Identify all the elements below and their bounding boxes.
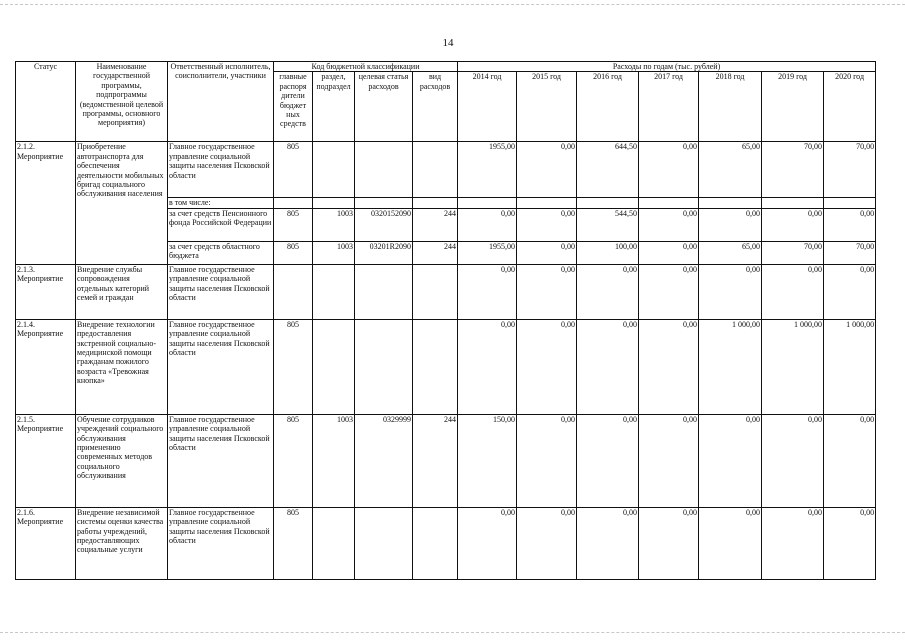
value-2015: 0,00 — [517, 264, 577, 319]
row-kind: Мероприятие — [17, 274, 64, 284]
header-expense-type: вид расходов — [413, 72, 458, 142]
table-row — [16, 319, 876, 414]
row-code: 2.1.6. — [17, 507, 35, 517]
value-2018: 65,00 — [699, 142, 762, 198]
grbs-cell: 805 — [274, 507, 313, 579]
header-status: Статус — [16, 62, 76, 142]
grbs-cell: 805 — [274, 208, 313, 241]
section-cell — [313, 319, 355, 414]
expense-type-cell — [413, 319, 458, 414]
value-2014: 1955,00 — [458, 241, 517, 264]
status-cell — [16, 507, 76, 579]
value-2017: 0,00 — [639, 142, 699, 198]
expense-type-cell — [413, 264, 458, 319]
target-item-cell — [355, 142, 413, 198]
header-year-2016: 2016 год — [577, 72, 639, 142]
table-row — [16, 142, 876, 198]
value-2016: 0,00 — [577, 414, 639, 507]
value-2017: 0,00 — [639, 414, 699, 507]
value-2017: 0,00 — [639, 208, 699, 241]
responsible-cell: Главное государственное управление социальной защиты населения Псковской области — [168, 319, 274, 414]
section-cell — [313, 264, 355, 319]
value-2017: 0,00 — [639, 507, 699, 579]
value-2014: 150,00 — [458, 414, 517, 507]
value-2019: 70,00 — [762, 241, 824, 264]
responsible-cell: за счет средств областного бюджета — [168, 241, 274, 264]
status-cell — [16, 414, 76, 507]
value-2018: 0,00 — [699, 414, 762, 507]
grbs-cell: 805 — [274, 142, 313, 198]
header-year-2014: 2014 год — [458, 72, 517, 142]
value-2015: 0,00 — [517, 319, 577, 414]
value-2018: 0,00 — [699, 264, 762, 319]
grbs-cell — [274, 264, 313, 319]
header-year-2018: 2018 год — [699, 72, 762, 142]
header-name: Наименование государственной программы, подпрограммы (ведомственной целевой программы, основного мероприятия) — [76, 62, 168, 142]
value-2016: 644,50 — [577, 142, 639, 198]
value-2014: 0,00 — [458, 507, 517, 579]
row-code: 2.1.3. — [17, 264, 35, 274]
value-2018: 65,00 — [699, 241, 762, 264]
row-code: 2.1.2. — [17, 142, 35, 152]
value-2019: 0,00 — [762, 264, 824, 319]
budget-table — [15, 61, 876, 580]
expense-type-cell — [413, 142, 458, 198]
grbs-cell: 805 — [274, 241, 313, 264]
value-2020: 0,00 — [824, 208, 876, 241]
expense-type-cell: 244 — [413, 241, 458, 264]
grbs-cell: 805 — [274, 319, 313, 414]
header-year-2020: 2020 год — [824, 72, 876, 142]
row-kind: Мероприятие — [17, 329, 64, 339]
value-2020: 0,00 — [824, 264, 876, 319]
value-2017: 0,00 — [639, 319, 699, 414]
measure-name: Обучение сотрудников учреждений социального обслуживания применению современных методов социального обслуживания — [76, 414, 168, 507]
expense-type-cell — [413, 507, 458, 579]
responsible-cell: Главное государственное управление социальной защиты населения Псковской области — [168, 142, 274, 198]
responsible-cell: Главное государственное управление социальной защиты населения Псковской области — [168, 507, 274, 579]
section-cell: 1003 — [313, 241, 355, 264]
value-2015: 0,00 — [517, 507, 577, 579]
target-item-cell — [355, 319, 413, 414]
header-year-2017: 2017 год — [639, 72, 699, 142]
section-cell: 1003 — [313, 208, 355, 241]
value-2017: 0,00 — [639, 264, 699, 319]
value-2014: 0,00 — [458, 319, 517, 414]
value-2015: 0,00 — [517, 208, 577, 241]
header-responsible: Ответственный исполнитель, соисполнители, участники — [168, 62, 274, 142]
value-2015: 0,00 — [517, 414, 577, 507]
value-2019: 1 000,00 — [762, 319, 824, 414]
value-2020: 70,00 — [824, 241, 876, 264]
value-2020: 0,00 — [824, 507, 876, 579]
value-2014: 0,00 — [458, 208, 517, 241]
scan-edge-top — [0, 4, 905, 5]
row-code: 2.1.5. — [17, 414, 35, 424]
status-cell — [16, 142, 76, 264]
row-kind: Мероприятие — [17, 151, 64, 161]
value-2017: 0,00 — [639, 241, 699, 264]
value-2020: 1 000,00 — [824, 319, 876, 414]
header-bk-group: Код бюджетной классификации — [274, 62, 458, 72]
target-item-cell: 0329999 — [355, 414, 413, 507]
value-2016: 0,00 — [577, 319, 639, 414]
status-cell — [16, 264, 76, 319]
value-2014: 1955,00 — [458, 142, 517, 198]
row-kind: Мероприятие — [17, 424, 64, 434]
value-2015: 0,00 — [517, 142, 577, 198]
header-year-2015: 2015 год — [517, 72, 577, 142]
header-year-2019: 2019 год — [762, 72, 824, 142]
header-grbs: главные распоря дители бюджет ных средств — [274, 72, 313, 142]
section-cell — [313, 507, 355, 579]
responsible-cell: Главное государственное управление социальной защиты населения Псковской области — [168, 264, 274, 319]
responsible-cell: за счет средств Пенсионного фонда Российской Федерации — [168, 208, 274, 241]
table-row — [16, 507, 876, 579]
value-2016: 544,50 — [577, 208, 639, 241]
row-code: 2.1.4. — [17, 319, 35, 329]
value-2018: 0,00 — [699, 208, 762, 241]
measure-name: Внедрение независимой системы оценки качества работы учреждений, предоставляющих социальные услуги — [76, 507, 168, 579]
table-row — [16, 264, 876, 319]
value-2016: 0,00 — [577, 264, 639, 319]
value-2018: 0,00 — [699, 507, 762, 579]
target-item-cell: 0320152090 — [355, 208, 413, 241]
value-2019: 0,00 — [762, 208, 824, 241]
measure-name: Внедрение технологии предоставления экстренной социально-медицинской помощи гражданам пожилого возраста «Тревожная кнопка» — [76, 319, 168, 414]
measure-name: Приобретение автотранспорта для обеспечения деятельности мобильных бригад социального обслуживания населения — [76, 142, 168, 264]
target-item-cell — [355, 264, 413, 319]
section-cell: 1003 — [313, 414, 355, 507]
value-2019: 0,00 — [762, 507, 824, 579]
row-kind: Мероприятие — [17, 517, 64, 527]
including-label: в том числе: — [168, 198, 274, 208]
value-2016: 100,00 — [577, 241, 639, 264]
page-number: 14 — [442, 37, 454, 49]
value-2019: 70,00 — [762, 142, 824, 198]
value-2015: 0,00 — [517, 241, 577, 264]
scan-edge-bottom — [0, 632, 905, 633]
table-row — [16, 414, 876, 507]
responsible-cell: Главное государственное управление социальной защиты населения Псковской области — [168, 414, 274, 507]
value-2020: 70,00 — [824, 142, 876, 198]
header-expenses-group: Расходы по годам (тыс. рублей) — [458, 62, 876, 72]
expense-type-cell: 244 — [413, 414, 458, 507]
value-2020: 0,00 — [824, 414, 876, 507]
measure-name: Внедрение службы сопровождения отдельных категорий семей и граждан — [76, 264, 168, 319]
target-item-cell — [355, 507, 413, 579]
header-target-item: целевая статья расходов — [355, 72, 413, 142]
target-item-cell: 03201R2090 — [355, 241, 413, 264]
expense-type-cell: 244 — [413, 208, 458, 241]
value-2016: 0,00 — [577, 507, 639, 579]
value-2019: 0,00 — [762, 414, 824, 507]
header-section: раздел, подраздел — [313, 72, 355, 142]
value-2014: 0,00 — [458, 264, 517, 319]
value-2018: 1 000,00 — [699, 319, 762, 414]
grbs-cell: 805 — [274, 414, 313, 507]
status-cell — [16, 319, 76, 414]
section-cell — [313, 142, 355, 198]
